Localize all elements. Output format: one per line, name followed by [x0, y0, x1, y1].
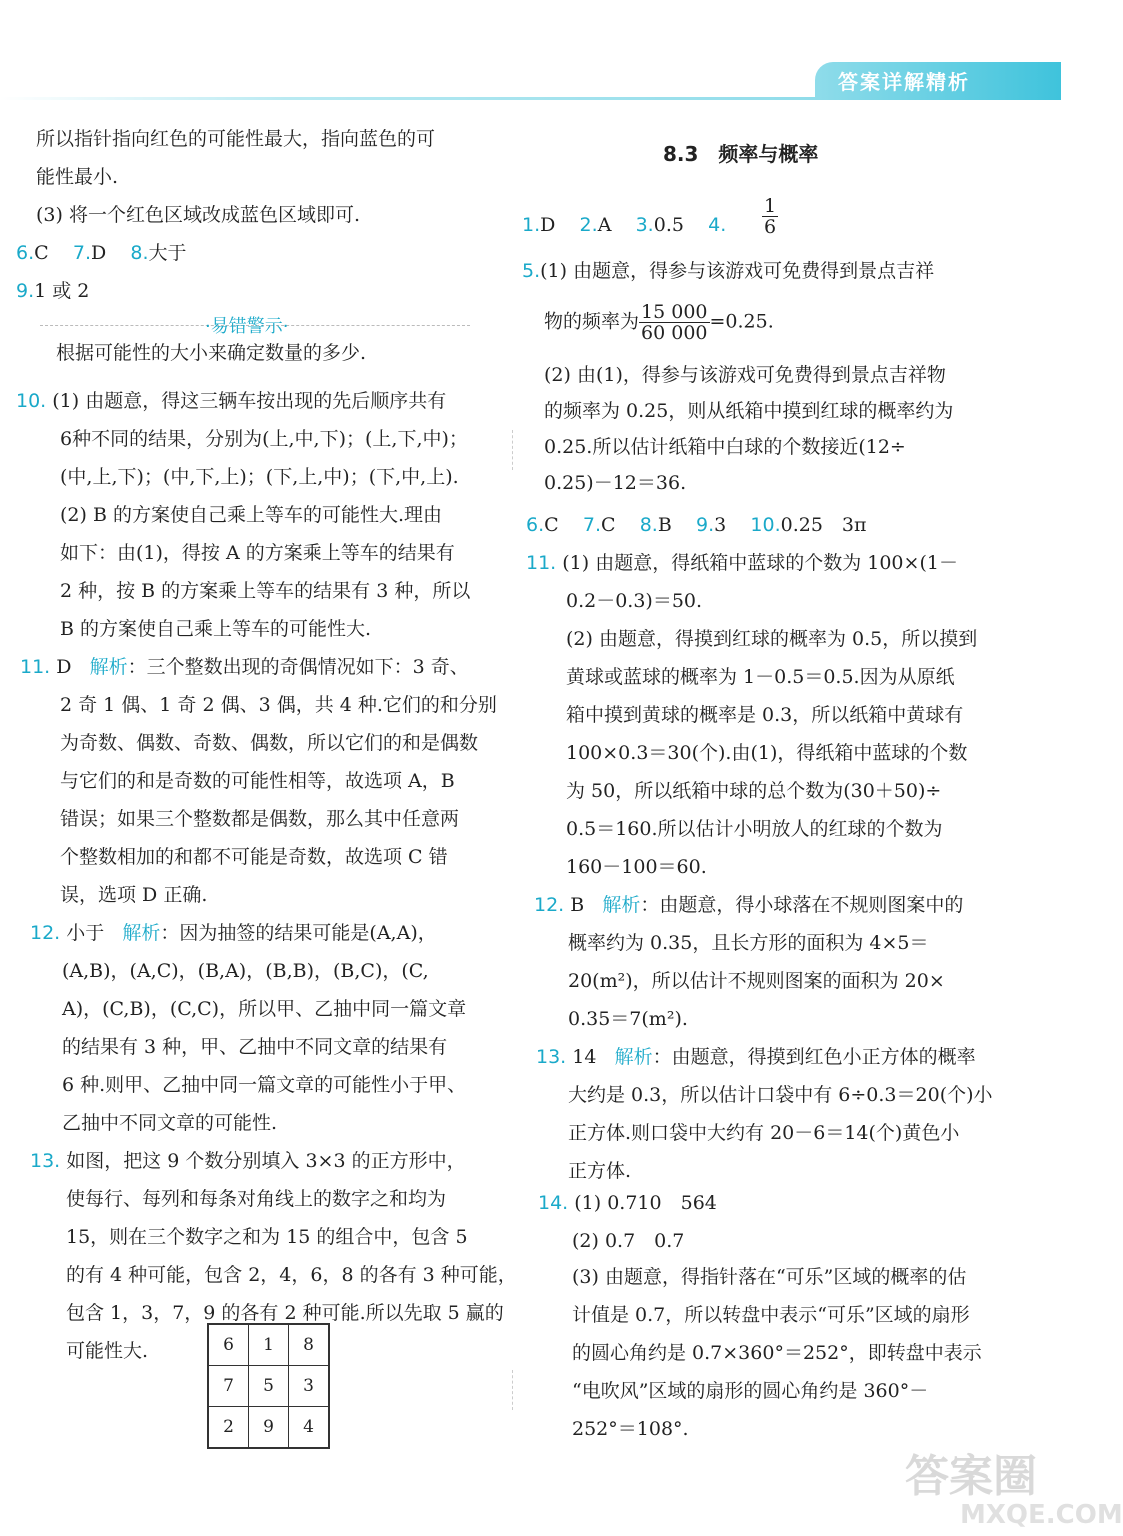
- watermark-logo: 答案圈: [905, 1451, 1037, 1502]
- answer: A: [597, 214, 612, 236]
- analysis-label: 解析: [122, 922, 161, 944]
- answer: 小于: [66, 922, 105, 944]
- text-line: 使每行、每列和每条对角线上的数字之和均为: [66, 1188, 447, 1210]
- text: ：因为抽签的结果可能是(A,A)，: [160, 922, 437, 944]
- text-line: 可能性大.: [66, 1340, 149, 1362]
- grid-cell: 3: [289, 1366, 330, 1407]
- text-line: 15，则在三个数字之和为 15 的组合中，包含 5: [66, 1226, 468, 1248]
- analysis-label: 解析: [602, 894, 641, 916]
- q11-line: [20, 654, 469, 680]
- text-line: (中,上,下)；(中,下,上)；(下,上,中)；(下,中,上).: [60, 466, 459, 488]
- answer-row-6-10: [526, 512, 867, 538]
- text-line: 为 50，所以纸箱中球的总个数为(30＋50)÷: [566, 780, 942, 802]
- grid-cell: 5: [249, 1366, 289, 1407]
- text-line: (A,B)，(A,C)，(B,A)，(B,B)，(B,C)，(C,: [62, 960, 429, 982]
- question-number: 6.: [16, 242, 35, 264]
- text-line: A)，(C,B)，(C,C)，所以甲、乙抽中同一篇文章: [62, 998, 467, 1020]
- question-number: 13.: [30, 1150, 61, 1172]
- text-line: 正方体.则口袋中大约有 20－6＝14(个)黄色小: [568, 1122, 960, 1144]
- text-line: (2) 0.7 0.7: [572, 1230, 685, 1252]
- answer: D: [540, 214, 556, 236]
- answer: C: [34, 242, 49, 264]
- text-line: 如下：由(1)，得按 A 的方案乘上等车的结果有: [60, 542, 455, 564]
- question-number: 7.: [72, 242, 91, 264]
- text-line: 的频率为 0.25，则从纸箱中摸到红球的概率约为: [544, 400, 954, 422]
- text-line: 乙抽中不同文章的可能性.: [62, 1112, 278, 1134]
- question-number: 11.: [20, 656, 51, 678]
- question-number: 13.: [536, 1046, 567, 1068]
- text: (1) 由题意，得参与该游戏可免费得到景点吉祥: [540, 260, 935, 282]
- answer: 1 或 2: [34, 280, 90, 302]
- answer: C: [601, 514, 616, 536]
- denominator: 6: [764, 216, 777, 238]
- text-line: 误，选项 D 正确.: [60, 884, 208, 906]
- denominator: 60 000: [641, 322, 708, 344]
- text-line: 的圆心角约是 0.7×360°＝252°，即转盘中表示: [572, 1342, 982, 1364]
- text-line: (3) 由题意，得指针落在“可乐”区域的概率的估: [572, 1266, 967, 1288]
- numerator: 15 000: [641, 301, 708, 323]
- question-number: 8.: [639, 514, 658, 536]
- text: 物的频率为: [544, 310, 640, 333]
- text-line: 20(m²)，所以估计不规则图案的面积为 20×: [568, 970, 945, 992]
- question-number: 1.: [522, 214, 541, 236]
- question-number: 11.: [526, 552, 557, 574]
- q11-line: [526, 550, 958, 576]
- text-line: 0.2－0.3)＝50.: [566, 590, 703, 612]
- q14-line: [538, 1190, 717, 1216]
- fraction: [762, 196, 778, 237]
- q13-line: [30, 1148, 466, 1174]
- text-line: 计值是 0.7，所以转盘中表示“可乐”区域的扇形: [572, 1304, 970, 1326]
- text-line: 大约是 0.3，所以估计口袋中有 6÷0.3＝20(个)小: [568, 1084, 993, 1106]
- text-line: (2) 由(1)，得参与该游戏可免费得到景点吉祥物: [544, 364, 946, 386]
- answer: 大于: [148, 242, 187, 264]
- text-line: 黄球或蓝球的概率为 1－0.5＝0.5.因为从原纸: [566, 666, 955, 688]
- text-line: B 的方案使自己乘上等车的可能性大.: [60, 618, 372, 640]
- text-line: (2) B 的方案使自己乘上等车的可能性大.理由: [60, 504, 442, 526]
- text-line: 正方体.: [568, 1160, 632, 1182]
- magic-square: [207, 1323, 330, 1449]
- text-line: 与它们的和是奇数的可能性相等，故选项 A，B: [60, 770, 455, 792]
- text: (1) 0.710 564: [574, 1192, 717, 1214]
- text-line: 能性最小.: [36, 166, 119, 188]
- answer: D: [56, 656, 72, 678]
- question-number: 9.: [16, 280, 35, 302]
- text-line: 个整数相加的和都不可能是奇数，故选项 C 错: [60, 846, 448, 868]
- question-number: 12.: [30, 922, 61, 944]
- grid-cell: 1: [249, 1324, 289, 1366]
- numerator: 1: [764, 195, 777, 217]
- question-number: 3.: [635, 214, 654, 236]
- text-line: 概率约为 0.35，且长方形的面积为 4×5＝: [568, 932, 929, 954]
- answer: 3: [714, 514, 727, 536]
- q13-line: [536, 1044, 976, 1070]
- text-line: 6 种.则甲、乙抽中同一篇文章的可能性小于甲、: [62, 1074, 467, 1096]
- answer: D: [91, 242, 107, 264]
- text-line: 的有 4 种可能，包含 2，4，6，8 的各有 3 种可能，: [66, 1264, 517, 1286]
- answer-row-9: [16, 278, 89, 304]
- q12-line: [30, 920, 437, 946]
- q5-line: [522, 258, 934, 284]
- text-line: 0.25)－12＝36.: [544, 472, 687, 494]
- answer: 0.5: [653, 214, 684, 236]
- header-rule: [0, 97, 830, 100]
- text-line: 6种不同的结果，分别为(上,中,下)；(上,下,中)；: [60, 428, 468, 450]
- warning-text: 根据可能性的大小来确定数量的多少.: [56, 342, 367, 364]
- question-number: 12.: [534, 894, 565, 916]
- answer: 0.25 3π: [780, 514, 867, 536]
- text-line: 0.35＝7(m²).: [568, 1008, 688, 1030]
- column-divider: [512, 430, 513, 470]
- question-number: 8.: [130, 242, 149, 264]
- q12-line: [534, 892, 963, 918]
- text: (1) 由题意，得这三辆车按出现的先后顺序共有: [52, 390, 447, 412]
- text-line: 为奇数、偶数、奇数、偶数，所以它们的和是偶数: [60, 732, 479, 754]
- text-line: 2 种，按 B 的方案乘上等车的结果有 3 种，所以: [60, 580, 471, 602]
- answer-row-1-4: [522, 212, 726, 238]
- text-line: (2) 由题意，得摸到红球的概率为 0.5，所以摸到: [566, 628, 978, 650]
- answer: B: [657, 514, 672, 536]
- grid-cell: 9: [249, 1407, 289, 1449]
- grid-cell: 2: [208, 1407, 249, 1449]
- text-line: 100×0.3＝30(个).由(1)，得纸箱中蓝球的个数: [566, 742, 968, 764]
- text: =0.25.: [709, 310, 774, 333]
- grid-cell: 7: [208, 1366, 249, 1407]
- text-line: 0.5＝160.所以估计小明放人的红球的个数为: [566, 818, 943, 840]
- answer-row-6-8: [16, 240, 187, 266]
- question-number: 7.: [582, 514, 601, 536]
- warning-title: ·易错警示·: [205, 316, 289, 337]
- question-number: 14.: [538, 1192, 569, 1214]
- question-number: 9.: [696, 514, 715, 536]
- header-tab-label: 答案详解精析: [838, 70, 970, 94]
- text: 如图，把这 9 个数分别填入 3×3 的正方形中，: [66, 1150, 466, 1172]
- text-line: (3) 将一个红色区域改成蓝色区域即可.: [36, 204, 360, 226]
- analysis-label: 解析: [89, 656, 128, 678]
- question-number: 6.: [526, 514, 545, 536]
- text: ：由题意，得摸到红色小正方体的概率: [652, 1046, 976, 1068]
- analysis-label: 解析: [614, 1046, 653, 1068]
- text-line: 160－100＝60.: [566, 856, 707, 878]
- section-title: 8.3 频率与概率: [663, 142, 819, 166]
- text-line: 错误；如果三个整数都是偶数，那么其中任意两: [60, 808, 460, 830]
- answer: B: [570, 894, 585, 916]
- grid-cell: 4: [289, 1407, 330, 1449]
- q5-fraction-line: [544, 302, 774, 343]
- question-number: 5.: [522, 260, 541, 282]
- column-divider: [512, 1370, 513, 1410]
- text-line: 的结果有 3 种，甲、乙抽中不同文章的结果有: [62, 1036, 448, 1058]
- text: ：三个整数出现的奇偶情况如下：3 奇、: [127, 656, 469, 678]
- answer: C: [544, 514, 559, 536]
- grid-cell: 6: [208, 1324, 249, 1366]
- q10-line: [16, 388, 446, 414]
- fraction-15000-60000: [639, 302, 709, 343]
- question-number: 2.: [579, 214, 598, 236]
- text: (1) 由题意，得纸箱中蓝球的个数为 100×(1－: [562, 552, 958, 574]
- grid-cell: 8: [289, 1324, 330, 1366]
- question-number: 10.: [750, 514, 781, 536]
- watermark-url: MXQE.COM: [960, 1500, 1123, 1530]
- text-line: 2 奇 1 偶、1 奇 2 偶、3 偶，共 4 种.它们的和分别: [60, 694, 497, 716]
- text-line: “电吹风”区域的扇形的圆心角约是 360°－: [572, 1380, 929, 1402]
- question-number: 4.: [708, 214, 727, 236]
- answer: 14: [572, 1046, 597, 1068]
- text-line: 箱中摸到黄球的概率是 0.3，所以纸箱中黄球有: [566, 704, 964, 726]
- text-line: 0.25.所以估计纸箱中白球的个数接近(12÷: [544, 436, 906, 458]
- question-number: 10.: [16, 390, 47, 412]
- text: ：由题意，得小球落在不规则图案中的: [640, 894, 964, 916]
- text-line: 所以指针指向红色的可能性最大，指向蓝色的可: [36, 128, 436, 150]
- text-line: 包含 1，3，7，9 的各有 2 种可能.所以先取 5 赢的: [66, 1302, 504, 1324]
- text-line: 252°＝108°.: [572, 1418, 689, 1440]
- fraction-1-6: [762, 196, 778, 237]
